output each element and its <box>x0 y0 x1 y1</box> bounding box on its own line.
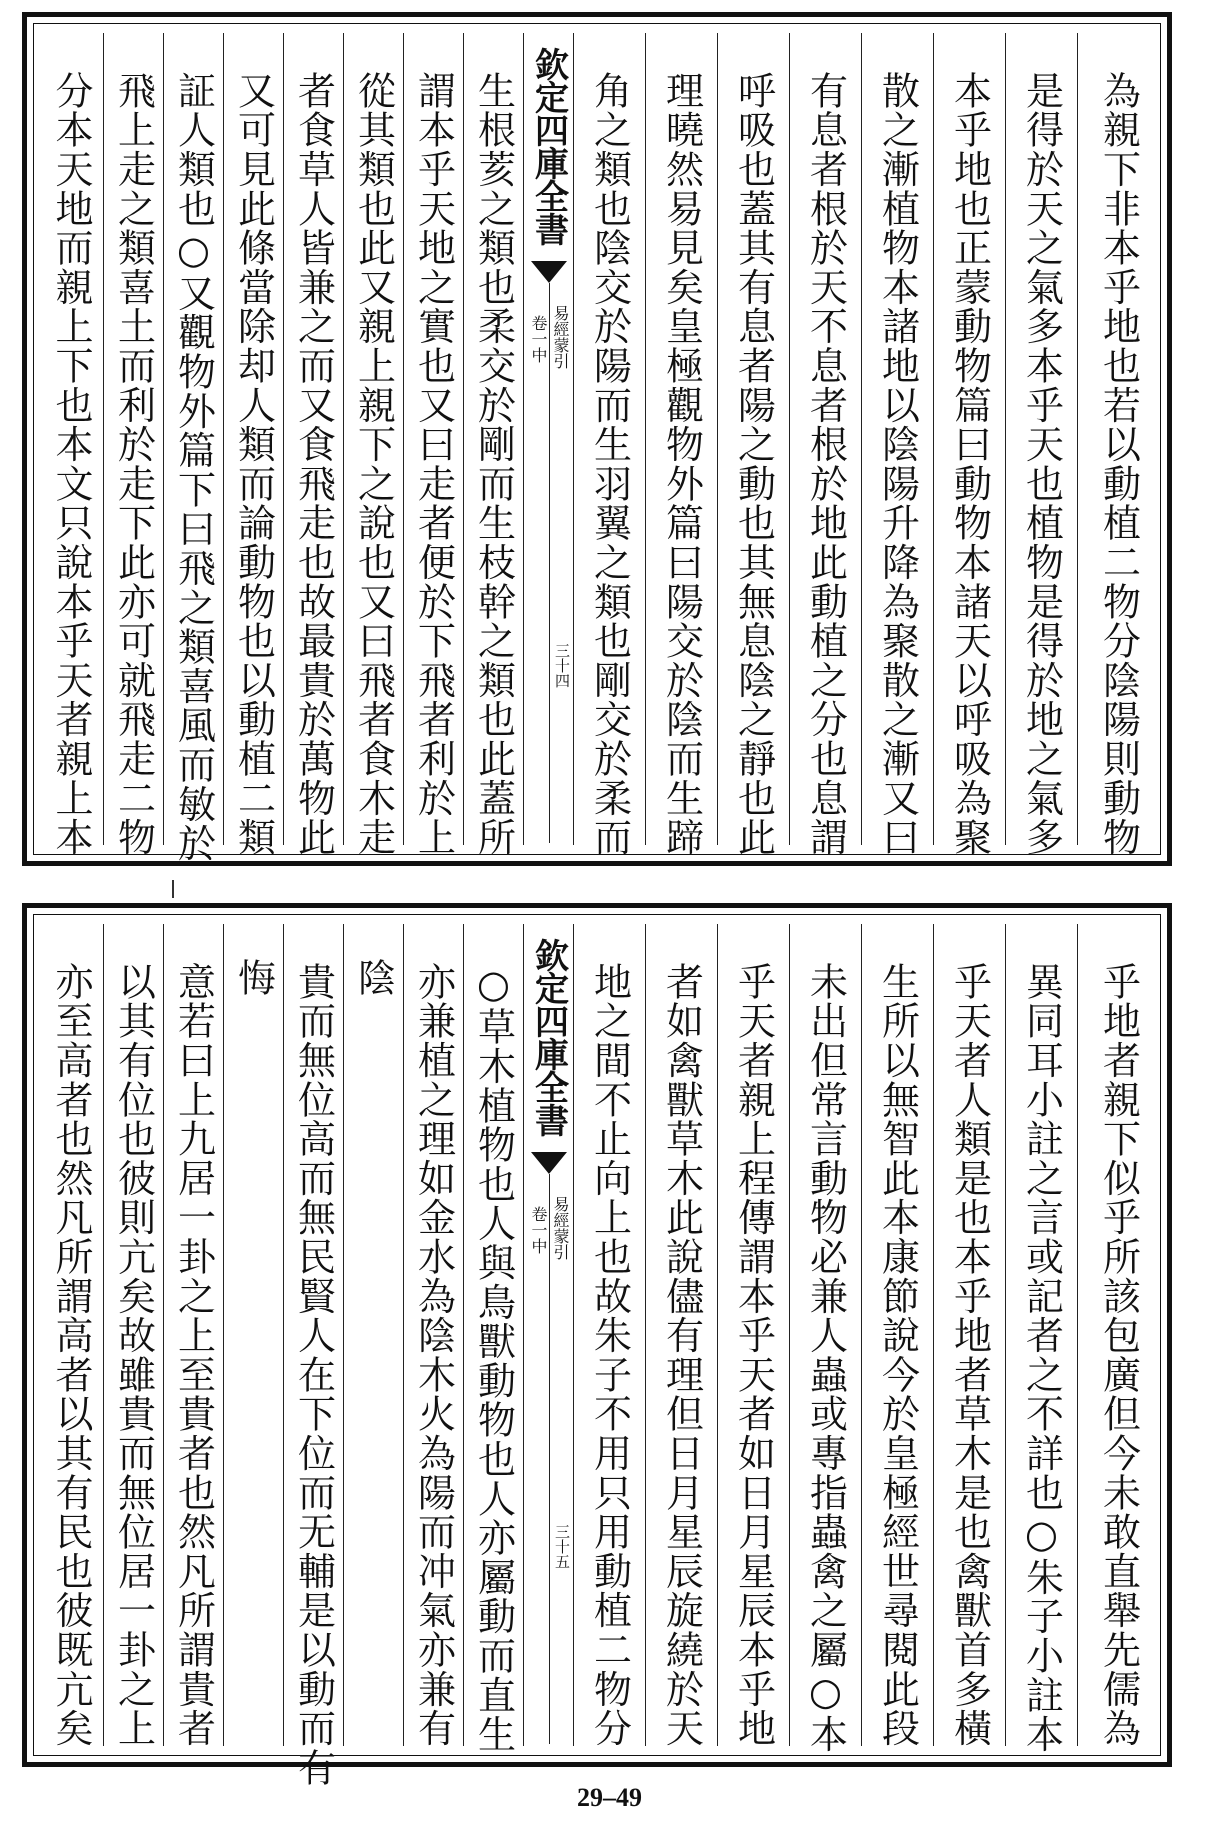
column-text: 飛上走之類喜土而利於走下此亦可就飛走二物 <box>111 71 156 857</box>
center-title: 欽定四庫全書 <box>528 47 569 245</box>
text-column <box>403 924 463 1746</box>
text-column <box>861 33 933 857</box>
column-text: 又可見此條當除却人類而論動物也以動植二類 <box>231 71 276 857</box>
column-text: 未出但常言動物必兼人蟲或專指蟲禽之屬○本 <box>803 962 848 1754</box>
column-text: 者食草人皆兼之而又食飛走也故最貴於萬物此 <box>291 71 336 857</box>
column-text: 証人類也○又觀物外篇下曰飛之類喜風而敏於 <box>171 71 216 863</box>
text-column <box>39 33 103 857</box>
text-column <box>1077 33 1159 857</box>
text-column <box>463 924 523 1754</box>
text-column <box>1005 33 1077 857</box>
fishtail-mark <box>531 1152 567 1174</box>
column-text: 乎天者親上程傳謂本乎天者如日月星辰本乎地 <box>731 962 776 1748</box>
column-text: 呼吸也蓋其有息者陽之動也其無息陰之靜也此 <box>731 71 776 857</box>
text-column <box>403 33 463 857</box>
top-page-panel <box>22 12 1172 866</box>
fishtail-mark <box>531 261 567 283</box>
center-fold <box>523 924 573 1746</box>
text-column <box>573 33 645 857</box>
text-column <box>861 924 933 1746</box>
text-column <box>1077 924 1159 1746</box>
column-text: 理曉然易見矣皇極觀物外篇曰陽交於陰而生蹄 <box>659 71 704 857</box>
text-column <box>645 924 717 1746</box>
text-column <box>103 924 163 1746</box>
column-text: ○草木植物也人與鳥獸動物也人亦屬動而直生 <box>471 962 516 1754</box>
center-volume: 卷一中 <box>529 315 548 363</box>
column-text: 貴而無位高而無民賢人在下位而无輔是以動而有 <box>291 962 336 1788</box>
column-text: 有息者根於天不息者根於地此動植之分也息謂 <box>803 71 848 857</box>
text-column <box>163 924 223 1746</box>
column-text: 乎地者親下似乎所該包廣但今未敢直舉先儒為 <box>1096 962 1141 1748</box>
center-page-number: 三十四 <box>553 643 571 688</box>
text-column <box>283 33 343 857</box>
column-text: 亦至高者也然凡所謂高者以其有民也彼既亢矣 <box>49 962 93 1748</box>
text-column <box>39 924 103 1746</box>
column-text: 亦兼植之理如金水為陰木火為陽而冲氣亦兼有 <box>411 962 456 1748</box>
center-fold <box>523 33 573 845</box>
text-column <box>933 33 1005 857</box>
column-text: 散之漸植物本諸地以陰陽升降為聚散之漸又曰 <box>875 71 920 857</box>
column-text: 生所以無智此本康節說今於皇極經世尋閱此段 <box>875 962 920 1748</box>
text-column <box>223 924 283 1746</box>
text-column <box>933 924 1005 1746</box>
column-text: 乎天者人類是也本乎地者草木是也禽獸首多橫 <box>947 962 992 1748</box>
column-text: 分本天地而親上下也本文只說本乎天者親上本 <box>49 71 93 857</box>
column-text: 謂本乎天地之實也又曰走者便於下飛者利於上 <box>411 71 456 857</box>
column-text: 從其類也此又親上親下之說也又曰飛者食木走 <box>351 71 396 857</box>
text-column <box>223 33 283 857</box>
text-column <box>163 33 223 863</box>
center-book-title: 易經蒙引 <box>551 305 570 369</box>
text-column <box>645 33 717 857</box>
column-text: 陰 <box>351 958 396 998</box>
column-text: 是得於天之氣多本乎天也植物是得於地之氣多 <box>1019 71 1064 857</box>
column-text: 生根荄之類也柔交於剛而生枝幹之類也此蓋所 <box>471 71 516 857</box>
column-text: 地之間不止向上也故朱子不用只用動植二物分 <box>587 962 632 1748</box>
column-text: 悔 <box>231 958 276 998</box>
text-column <box>283 924 343 1788</box>
page-number: 29–49 <box>577 1783 642 1812</box>
text-column <box>1005 924 1077 1754</box>
column-text: 為親下非本乎地也若以動植二物分陰陽則動物 <box>1096 71 1141 857</box>
text-column <box>573 924 645 1746</box>
center-page-number: 三十五 <box>553 1524 571 1569</box>
text-column <box>789 924 861 1754</box>
scan-mark <box>172 880 174 898</box>
center-title: 欽定四庫全書 <box>528 938 569 1136</box>
bottom-page-panel <box>22 903 1172 1788</box>
center-volume: 卷一中 <box>529 1206 548 1254</box>
text-column <box>463 33 523 857</box>
text-column <box>343 924 403 1746</box>
column-text: 以其有位也彼則亢矣故雖貴而無位居一卦之上 <box>111 962 156 1748</box>
column-text: 者如禽獸草木此說儘有理但日月星辰旋繞於天 <box>659 962 704 1748</box>
column-text: 本乎地也正蒙動物篇曰動物本諸天以呼吸為聚 <box>947 71 992 857</box>
text-column <box>717 33 789 857</box>
column-text: 異同耳小註之言或記者之不詳也○朱子小註本 <box>1019 962 1064 1754</box>
text-column <box>789 33 861 857</box>
text-column <box>103 33 163 857</box>
text-column <box>343 33 403 857</box>
center-book-title: 易經蒙引 <box>551 1196 570 1260</box>
column-text: 意若曰上九居一卦之上至貴者也然凡所謂貴者 <box>171 962 216 1748</box>
column-text: 角之類也陰交於陽而生羽翼之類也剛交於柔而 <box>587 71 632 857</box>
text-column <box>717 924 789 1746</box>
